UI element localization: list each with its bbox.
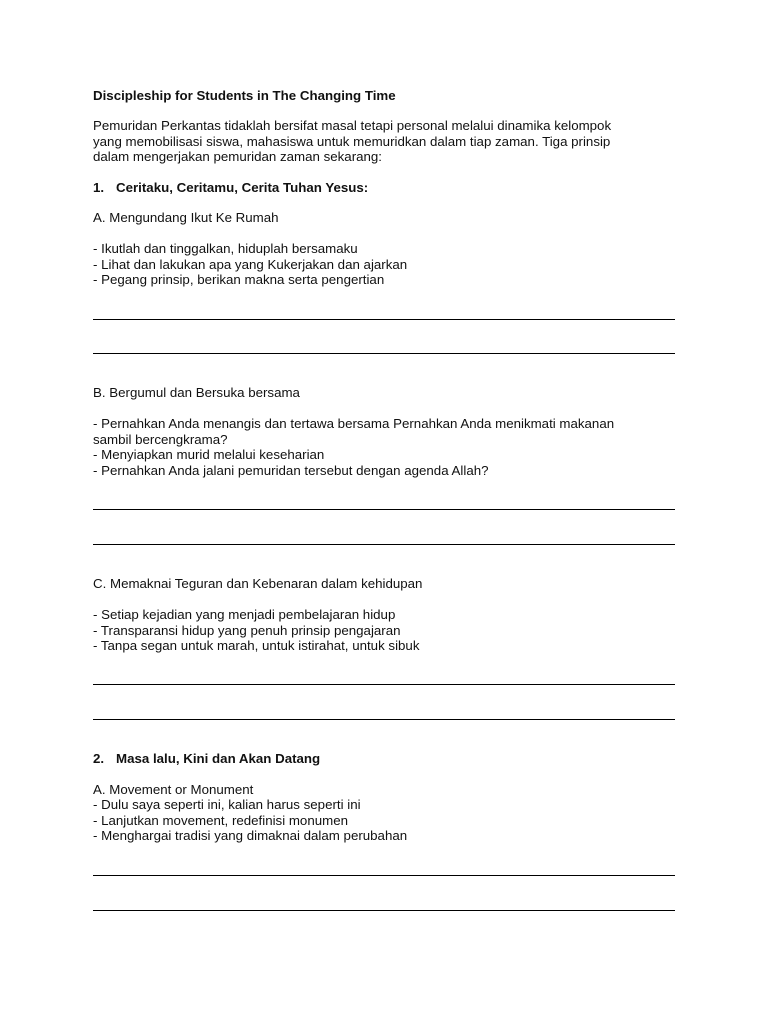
- bullet-item: - Transparansi hidup yang penuh prinsip pengajaran: [93, 622, 401, 638]
- section-2a-title: A. Movement or Monument: [93, 782, 254, 797]
- answer-line: [93, 319, 675, 320]
- bullet-item: - Lanjutkan movement, redefinisi monumen: [93, 812, 348, 828]
- section-2-number: 2.: [93, 751, 105, 766]
- document-title: Discipleship for Students in The Changing Time: [93, 88, 396, 103]
- answer-line: [93, 509, 675, 510]
- section-1a-title: A. Mengundang Ikut Ke Rumah: [93, 210, 279, 225]
- section-1c-title: C. Memaknai Teguran dan Kebenaran dalam kehidupan: [93, 576, 423, 591]
- bullet-item: - Pernahkan Anda jalani pemuridan tersebut dengan agenda Allah?: [93, 462, 489, 478]
- intro-line: yang memobilisasi siswa, mahasiswa untuk memuridkan dalam tiap zaman. Tiga prinsip: [93, 133, 611, 149]
- answer-line: [93, 353, 675, 354]
- bullet-item: - Menyiapkan murid melalui keseharian: [93, 447, 325, 463]
- bullet-item: - Pernahkan Anda menangis dan tertawa bersama Pernahkan Anda menikmati makanan: [93, 416, 615, 431]
- answer-line: [93, 910, 675, 911]
- intro-paragraph: [93, 118, 683, 165]
- section-1b-title: B. Bergumul dan Bersuka bersama: [93, 385, 300, 400]
- bullet-item: - Setiap kejadian yang menjadi pembelajaran hidup: [93, 607, 396, 622]
- bullet-item: - Tanpa segan untuk marah, untuk istirahat, untuk sibuk: [93, 638, 420, 654]
- section-1-heading: [93, 180, 368, 196]
- answer-line: [93, 544, 675, 545]
- section-1b-bullets: [93, 416, 683, 478]
- intro-line: dalam mengerjakan pemuridan zaman sekarang:: [93, 149, 382, 165]
- intro-line: Pemuridan Perkantas tidaklah bersifat masal tetapi personal melalui dinamika kelompok: [93, 118, 612, 133]
- section-1a-bullets: [93, 241, 683, 288]
- section-2a-bullets: [93, 797, 683, 844]
- section-1-number: 1.: [93, 180, 105, 195]
- bullet-item: - Pegang prinsip, berikan makna serta pengertian: [93, 272, 385, 288]
- bullet-item: sambil bercengkrama?: [93, 431, 228, 447]
- section-1-title: Ceritaku, Ceritamu, Cerita Tuhan Yesus:: [116, 180, 369, 195]
- section-1c-bullets: [93, 607, 683, 654]
- bullet-item: - Menghargai tradisi yang dimaknai dalam perubahan: [93, 828, 408, 844]
- bullet-item: - Dulu saya seperti ini, kalian harus seperti ini: [93, 797, 361, 812]
- section-2-heading: [93, 751, 320, 767]
- section-2-title: Masa lalu, Kini dan Akan Datang: [116, 751, 321, 766]
- answer-line: [93, 875, 675, 876]
- answer-line: [93, 684, 675, 685]
- answer-line: [93, 719, 675, 720]
- bullet-item: - Ikutlah dan tinggalkan, hiduplah bersamaku: [93, 241, 358, 256]
- bullet-item: - Lihat dan lakukan apa yang Kukerjakan dan ajarkan: [93, 256, 408, 272]
